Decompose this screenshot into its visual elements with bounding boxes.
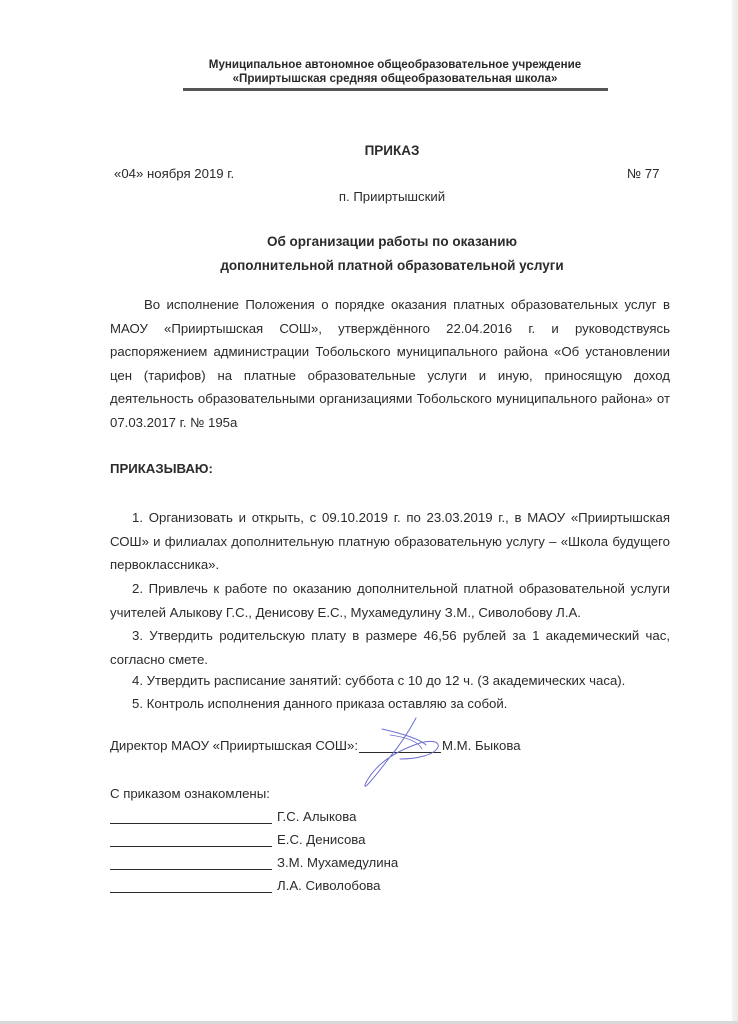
order-item: 4. Утвердить расписание занятий: суббота с 10 до 12 ч. (3 академических часа). (132, 673, 626, 688)
organization-name-line2: «Прииртышская средняя общеобразовательная школа» (232, 72, 558, 85)
order-date: «04» ноября 2019 г. (114, 166, 235, 181)
order-item: 5. Контроль исполнения данного приказа оставляю за собой. (132, 696, 508, 711)
organization-name-line1: Муниципальное автономное общеобразовательное учреждение (208, 58, 582, 71)
header-divider (183, 88, 608, 91)
director-name: М.М. Быкова (442, 738, 521, 753)
acknowledged-name: Г.С. Алыкова (277, 809, 357, 824)
acknowledged-label: С приказом ознакомлены: (110, 786, 270, 801)
order-item: 2. Привлечь к работе по оказанию дополнительной платной образовательной услуги учителей Алыкову Г.С., Денисову Е.С., Мухамедулину З.М., Сиволобову Л.А. (110, 581, 670, 620)
organization-header (180, 58, 610, 86)
acknowledgement-row (110, 878, 381, 893)
document-title: ПРИКАЗ (364, 143, 420, 158)
acknowledgement-row (110, 809, 356, 824)
order-number: № 77 (627, 166, 660, 181)
signature-blank (110, 832, 272, 847)
director-label: Директор МАОУ «Прииртышская СОШ»: (110, 738, 358, 753)
order-keyword: ПРИКАЗЫВАЮ: (110, 461, 213, 476)
order-item: 3. Утвердить родительскую плату в размере 46,56 рублей за 1 академический час, согласно смете. (110, 628, 670, 667)
acknowledgement-row (110, 832, 366, 847)
acknowledged-name: З.М. Мухамедулина (277, 855, 399, 870)
subject-line-2: дополнительной платной образовательной услуги (220, 258, 564, 273)
handwritten-signature-icon (360, 715, 480, 790)
order-item: 1. Организовать и открыть, с 09.10.2019 г. по 23.03.2019 г., в МАОУ «Прииртышская СОШ» и филиалах дополнительную платную образовательную услугу – «Школа будущего первоклассника». (110, 510, 670, 573)
acknowledged-name: Л.А. Сиволобова (277, 878, 381, 893)
intro-paragraph: Во исполнение Положения о порядке оказания платных образовательных услуг в МАОУ «Прииртышская СОШ», утверждённого 22.04.2016 г. и руководствуясь распоряжением администрации Тобольского муниципального района «Об установлении цен (тарифов) на платные образовательные услуги и иную, приносящую доход деятельность образовательными организациями Тобольского муниципального района» от 07.03.2017 г. № 195а (110, 297, 670, 430)
signature-blank (110, 855, 272, 870)
subject-line-1: Об организации работы по оказанию (266, 234, 518, 249)
signature-blank (110, 878, 272, 893)
order-place: п. Прииртышский (338, 189, 446, 204)
acknowledged-name: Е.С. Денисова (277, 832, 366, 847)
acknowledgement-row (110, 855, 398, 870)
signature-blank (110, 809, 272, 824)
